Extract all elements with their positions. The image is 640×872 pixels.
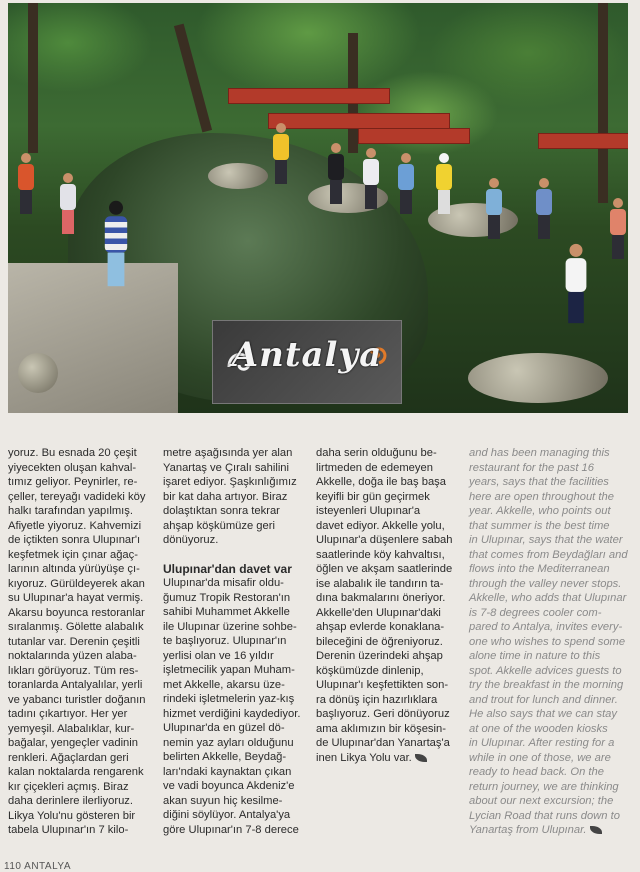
tree-trunk [28,3,38,153]
visitor [60,173,76,234]
page-footer: 110 ANTALYA [4,861,72,872]
paragraph-text: and has been managing this restaurant for the past 16 years, says that the facilities here are open throughout the year. Akkelle, who points out that summer is the best time in Ulupınar, says that the water that comes from Beydağları and flows into the Mediterranean through the valley never stops. Akkelle, who adds that Ulupınar is 7-8 degrees cooler com- pared to Antalya, invites every- one who wishes to spend some alone time in nature to this spot. Akkelle advices guests to try the breakfast in the morning and trout for lunch and dinner. He also says that we can stay at one of the wooden kiosks in Ulupınar. After resting for a while in one of those, we are ready to head back. On the return journey, we are thinking about our next excursion; the Lycian Road that runs down to Yanartaş from Ulupınar. [469,447,628,836]
visitor [363,148,379,209]
wooden-deck [268,113,450,129]
visitor [105,201,127,286]
article-column-3 [316,446,458,765]
rock [18,353,58,393]
visitor [486,178,502,239]
paragraph [469,446,631,838]
paragraph: metre aşağısında yer alan Yanartaş ve Çıralı sahilini işaret ediyor. Şaşkınlığımız bir kat daha artıyor. Biraz dolaştıktan sonra tekrar ahşap köşkümüze geri dönüyoruz. [163,447,297,546]
visitor [536,178,552,239]
logo-text: Antalya [231,335,383,375]
visitor [273,123,289,184]
paragraph: Ulupınar'da misafir oldu- ğumuz Tropik Restoran'ın sahibi Muhammet Akkelle ile Ulupınar üzerine sohbe- te başlıyoruz. Ulupınar'ın yerlisi olan ve 16 yıldır işletmecilik yapan Muham- met Akkelle, akarsu üze- rindeki işletmelerin yaz-kış hizmet verdiğini kaydediyor. Ulupınar'da en güzel dö- nemin yaz ayları olduğunu belirten Akkelle, Beydağ- ları'ndaki kaynaktan çıkan ve vadi boyunca Akdeniz'e akan suyun hiç kesilme- diğini söylüyor. Antalya'ya göre Ulupınar'ın 7-8 derece [163,577,301,836]
article-column-4 [469,446,631,838]
visitor [566,244,587,323]
rock [208,163,268,189]
wooden-deck [358,128,470,144]
leaf-icon [415,754,427,762]
wooden-deck [538,133,628,149]
paragraph: yoruz. Bu esnada 20 çeşit yiyecekten oluşan kahval- tımız geliyor. Peynirler, re- çeller, tereyağı vadideki köy halkı tarafından yapılmış. Afiyetle yiyoruz. Kahvemizi de içtikten sonra Ulupınar'ı keşfetmek için çınar ağaç- larının altında yürüyüşe çı- kıyoruz. Gürüldeyerek akan su Ulupınar'a hayat vermiş. Akarsu boyunca restoranlar sıralanmış. Gölette alabalık tutanlar var. Derenin çeşitli noktalarında yüzen alaba- lıkları görüyoruz. Tüm res- toranlarda Antalyalılar, yerli ve yabancı turistler doğanın tadını çıkartıyor. Her yer yemyeşil. Alabalıklar, kur- bağalar, yengeçler vadinin renkleri. Ağaçlardan geri kalan noktalarda rengarenk kır çiçekleri açmış. Biraz daha derinlere ilerliyoruz. Likya Yolu'nu gösteren bir tabela Ulupınar'ın 7 kilo- [8,447,146,836]
article-column-1 [8,446,152,838]
paragraph-text: daha serin olduğunu be- lirtmeden de edemeyen Akkelle, doğa ile baş başa keyifli bir gün geçirmek isteyenleri Ulupınar'a davet ediyor. Akkelle yolu, Ulupınar'a düşenlere sabah saatlerinde köy kahvaltısı, öğlen ve akşam saatlerinde ise alabalık ile tandırın ta- dına bakmalarını öneriyor. Akkelle'den Ulupınar'daki ahşap evlerde konaklana- bileceğini de öğreniyoruz. Derenin üzerindeki ahşap köşkümüzde dinlenip, Ulupınar'ı keşfettikten son- ra dönüş için hazırlıklara başlıyoruz. Geri dönüyoruz ama aklımızın bir köşesin- de Ulupınar'dan Yanartaş'a inen Likya Yolu var. [316,447,453,764]
article-column-2 [163,446,305,837]
tree-trunk [598,3,608,203]
wooden-deck [228,88,390,104]
visitor [398,153,414,214]
rock [468,353,608,403]
leaf-icon [590,826,602,834]
visitor [18,153,34,214]
visitor [610,198,626,259]
visitor [328,143,344,204]
antalya-logo [212,320,402,404]
section-heading: Ulupınar'dan davet var [163,561,292,576]
visitor [436,153,452,214]
paragraph [316,446,458,765]
